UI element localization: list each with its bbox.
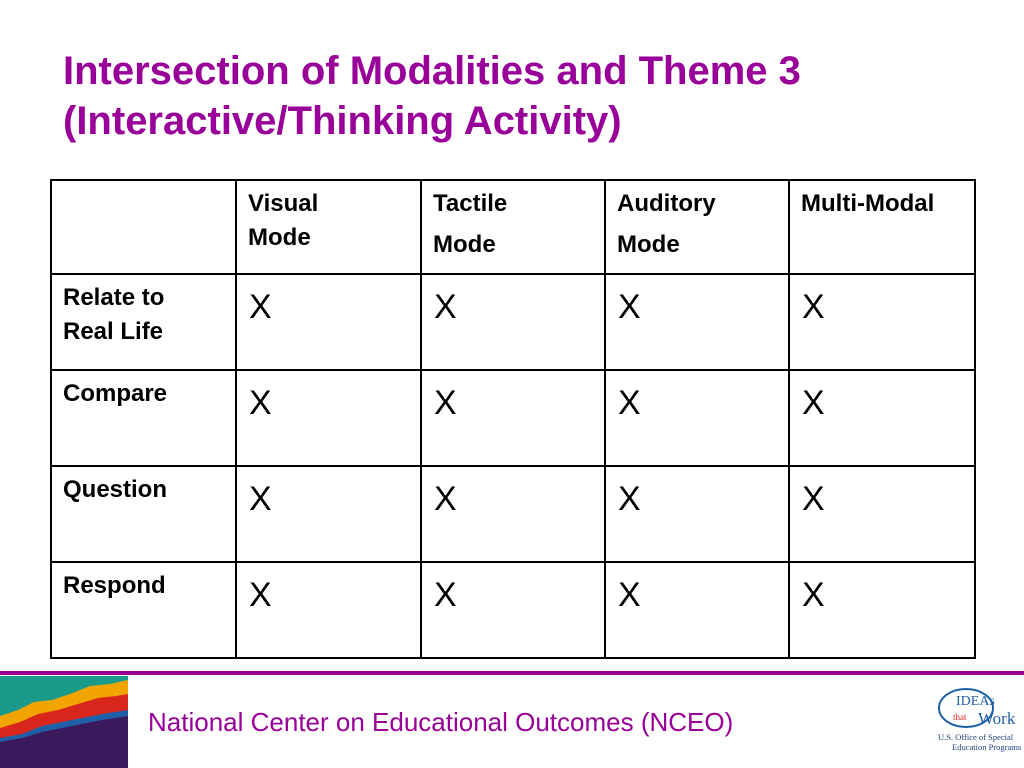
row-header-respond: [51, 562, 236, 658]
row-header-compare: [51, 370, 236, 466]
row-header-relate: [51, 274, 236, 370]
column-header-line: Tactile: [433, 190, 508, 217]
logo-word-work: Work: [978, 709, 1016, 728]
column-header-line: Auditory: [617, 190, 716, 217]
column-header-tactile: [421, 180, 605, 274]
row-header-line: Respond: [63, 572, 166, 599]
table-cell: X: [605, 466, 789, 562]
row-header-line: Question: [63, 476, 168, 503]
table-cell: X: [421, 370, 605, 466]
footer-org-name: National Center on Educational Outcomes (NCEO): [148, 707, 734, 737]
table-row: [51, 562, 975, 658]
table-cell: X: [236, 274, 421, 370]
column-header-multi-modal: [789, 180, 975, 274]
column-header-visual: [236, 180, 421, 274]
table-cell: X: [605, 274, 789, 370]
table-row: [51, 466, 975, 562]
table-cell: X: [605, 370, 789, 466]
table-cell: X: [605, 562, 789, 658]
footer-divider: [0, 671, 1024, 675]
row-header-line: Relate to: [63, 284, 165, 311]
logo-caption-line-1: U.S. Office of Special: [938, 732, 1014, 742]
table-cell: X: [421, 466, 605, 562]
table-cell: X: [236, 562, 421, 658]
row-header-line: Real Life: [63, 318, 164, 345]
row-header-question: [51, 466, 236, 562]
ideas-that-work-logo-icon: [934, 684, 1022, 756]
slide-title: [63, 46, 983, 146]
table-cell: X: [421, 274, 605, 370]
table-row: [51, 274, 975, 370]
header-row: [51, 180, 975, 274]
row-header-line: Compare: [63, 380, 168, 407]
table-cell: X: [789, 562, 975, 658]
table-cell: X: [421, 562, 605, 658]
corner-cell: [51, 180, 236, 274]
table-cell: X: [236, 466, 421, 562]
table-cell: X: [236, 370, 421, 466]
modalities-table: [50, 179, 976, 659]
column-header-line: Multi-Modal: [801, 190, 935, 217]
table-cell: X: [789, 274, 975, 370]
column-header-line: Mode: [617, 231, 680, 258]
column-header-line: Mode: [248, 224, 311, 251]
column-header-line: Visual: [248, 190, 319, 217]
title-line-1: Intersection of Modalities and Theme 3: [63, 49, 801, 93]
logo-word-that: that: [953, 712, 967, 722]
logo-caption-line-2: Education Programs: [952, 742, 1022, 752]
column-header-line: Mode: [433, 231, 496, 258]
title-line-2: (Interactive/Thinking Activity): [63, 99, 622, 143]
table-row: [51, 370, 975, 466]
nceo-logo-icon: [0, 676, 128, 768]
table-cell: X: [789, 370, 975, 466]
column-header-auditory: [605, 180, 789, 274]
table-cell: X: [789, 466, 975, 562]
logo-word-ideas: IDEAs: [956, 694, 995, 709]
